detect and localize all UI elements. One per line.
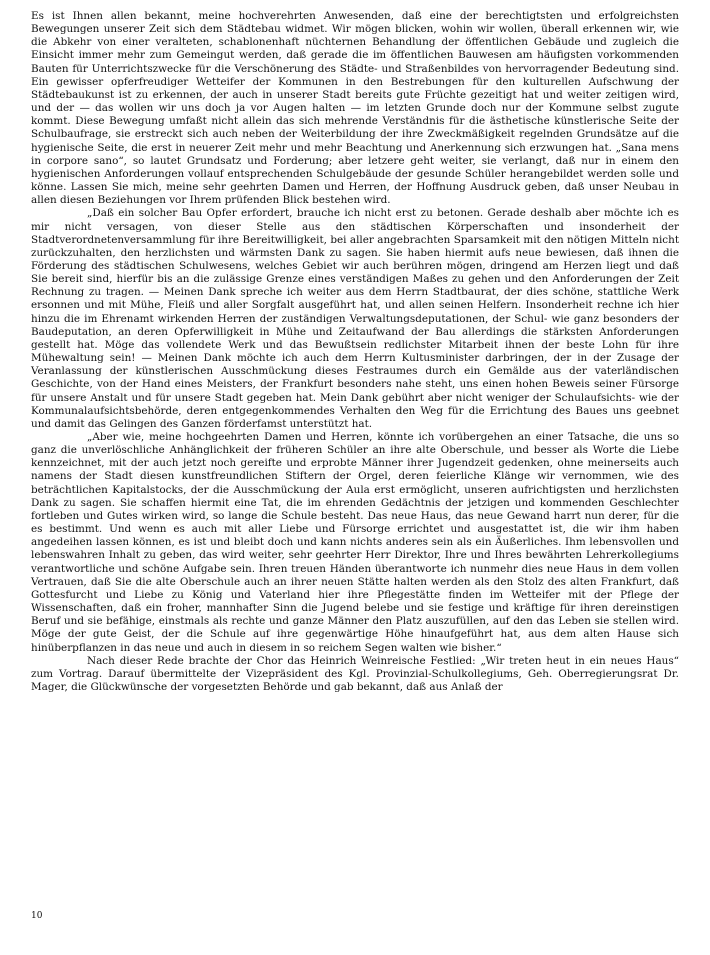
- paragraph-1: Es ist Ihnen allen bekannt, meine hochverehrten Anwesenden, daß eine der berechtigtsten und erfolgreichsten Bewegungen unserer Zeit sich dem Städtebau widmet. Wir mögen blicken, wohin wir wollen, überall erkennen wir, wie die Abkehr von einer veralteten, schablonenhaft nüchternen Behandlung der öffentlichen Gebäude und zugleich die Einsicht immer mehr zum Gemeingut werden, daß gerade die im öffentlichen Bauwesen am häufigsten vorkommenden Bauten für Unterrichtszwecke für die Verschönerung des Städte- und Straßenbildes von hervorragender Bedeutung sind. Ein gewisser opferfreudiger Wetteifer der Kommunen in den Bestrebungen für den kulturellen Aufschwung der Städtebaukunst ist zu erkennen, der auch in unserer Stadt bereits gute Früchte gezeitigt hat und weiter zeitigen wird, und der — das wollen wir uns doch ja vor Augen halten — im letzten Grunde doch nur der Kommune selbst zugute kommt. Diese Bewegung umfaßt nicht allein das sich mehrende Verständnis für die ästhetische künstlerische Seite der Schulbaufrage, sie erstreckt sich auch neben der Weiterbildung der ihre Zweckmäßigkeit regelnden Grundsätze auf die hygienische Seite, die erst in neuerer Zeit mehr und mehr Beachtung und Anerkennung sich erzwungen hat. „Sana mens in corpore sano“, so lautet Grundsatz und Forderung; aber letzere geht weiter, sie verlangt, daß nur in einem den hygienischen Anforderungen vollauf entsprechenden Schulgebäude der gesunde Schüler herangebildet werden solle und könne. Lassen Sie mich, meine sehr geehrten Damen und Herren, der Hoffnung Ausdruck geben, daß unser Neubau in allen diesen Beziehungen vor Ihrem prüfenden Blick bestehen wird.: [31, 10, 679, 207]
- page-number: 10: [31, 911, 43, 921]
- paragraph-4: Nach dieser Rede brachte der Chor das Heinrich Weinreische Festlied: „Wir treten heut in ein neues Haus“ zum Vortrag. Darauf übermittelte der Vizepräsident des Kgl. Provinzial-Schulkollegiums, Geh. Oberregierungsrat Dr. Mager, die Glückwünsche der vorgesetzten Behörde und gab bekannt, daß aus Anlaß der: [31, 654, 679, 693]
- paragraph-2: „Daß ein solcher Bau Opfer erfordert, brauche ich nicht erst zu betonen. Gerade deshalb aber möchte ich es mir nicht versagen, von dieser Stelle aus den städtischen Körperschaften und insonderheit der Stadtverordnetenversammlung für ihre Bereitwilligkeit, bei aller angebrachten Sparsamkeit mit den nötigen Mitteln nicht zurückzuhalten, den herzlichsten und wärmsten Dank zu sagen. Sie haben hiermit aufs neue bewiesen, daß ihnen die Förderung des städtischen Schulwesens, welches Gebiet wir auch berühren mögen, dringend am Herzen liegt und daß Sie bereit sind, hierfür bis an die zulässige Grenze eines verständigen Maßes zu gehen und den Anforderungen der Zeit Rechnung zu tragen. — Meinen Dank spreche ich weiter aus dem Herrn Stadtbaurat, der dies schöne, stattliche Werk ersonnen und mit Mühe, Fleiß und aller Sorgfalt ausgeführt hat, und allen seinen Helfern. Insonderheit rechne ich hier hinzu die im Ehrenamt wirkenden Herren der zuständigen Verwaltungsdeputationen, der Schul- wie ganz besonders der Baudeputation, an deren Opferwilligkeit in Mühe und Zeitaufwand der Bau allerdings die stärksten Anforderungen gestellt hat. Möge das vollendete Werk und das Bewußtsein redlichster Mitarbeit ihnen der beste Lohn für ihre Mühewaltung sein! — Meinen Dank möchte ich auch dem Herrn Kultusminister darbringen, der in der Zusage der Veranlassung der künstlerischen Ausschmückung dieses Festraumes durch ein Gemälde aus der vaterländischen Geschichte, von der Hand eines Meisters, der Frankfurt besonders nahe steht, uns einen hohen Beweis seiner Fürsorge für unsere Anstalt und für unsere Stadt gegeben hat. Mein Dank gebührt aber nicht weniger der Schulaufsichts- wie der Kommunalaufsichtsbehörde, deren entgegenkommendes Verhalten den Weg für die Errichtung des Baues uns geebnet und damit das Gelingen des Ganzen förderfamst unterstützt hat.: [31, 207, 679, 430]
- paragraph-3: „Aber wie, meine hochgeehrten Damen und Herren, könnte ich vorübergehen an einer Tatsache, die uns so ganz die unverlöschliche Anhänglichkeit der früheren Schüler an ihre alte Oberschule, und besser als Worte die Liebe kennzeichnet, mit der auch jetzt noch gereifte und erprobte Männer ihrer Jugendzeit gedenken, ohne meinerseits auch namens der Stadt diesen kunstfreundlichen Stiftern der Orgel, deren feierliche Klänge wir vernommen, wie des beträchtlichen Kapitalstocks, der die Ausschmückung der Aula erst ermöglicht, unseren aufrichtigsten und herzlichsten Dank zu sagen. Sie schaffen hiermit eine Tat, die im ehrenden Gedächtnis der jetzigen und kommenden Geschlechter fortleben und Gutes wirken wird, so lange die Schule besteht. Das neue Haus, das neue Gewand harrt nun derer, für die es bestimmt. Und wenn es auch mit aller Liebe und Fürsorge errichtet und ausgestattet ist, die wir ihm haben angedeihen lassen können, es ist und bleibt doch und kann nichts anderes sein als ein Äußerliches. Ihm lebensvollen und lebenswahren Inhalt zu geben, das wird weiter, sehr geehrter Herr Direktor, Ihre und Ihres bewährten Lehrerkollegiums verantwortliche und schöne Aufgabe sein. Ihren treuen Händen überantworte ich nunmehr dies neue Haus in dem vollen Vertrauen, daß Sie die alte Oberschule auch an ihrer neuen Stätte halten werden als den Stolz des alten Frankfurt, daß Gottesfurcht und Liebe zu König und Vaterland hier ihre Pflegestätte finden im Wetteifer mit der Pflege der Wissenschaften, daß ein froher, mannhafter Sinn die Jugend belebe und sie festige und kräftige für ihren dereinstigen Beruf und sie befähige, einstmals als rechte und ganze Männer den Platz auszufüllen, auf den das Leben sie stellen wird. Möge der gute Geist, der die Schule auf ihre gegenwärtige Höhe hinaufgeführt hat, aus dem alten Hause sich hinüberpflanzen in das neue und auch in diesem in so reichem Segen walten wie bisher.“: [31, 431, 679, 654]
